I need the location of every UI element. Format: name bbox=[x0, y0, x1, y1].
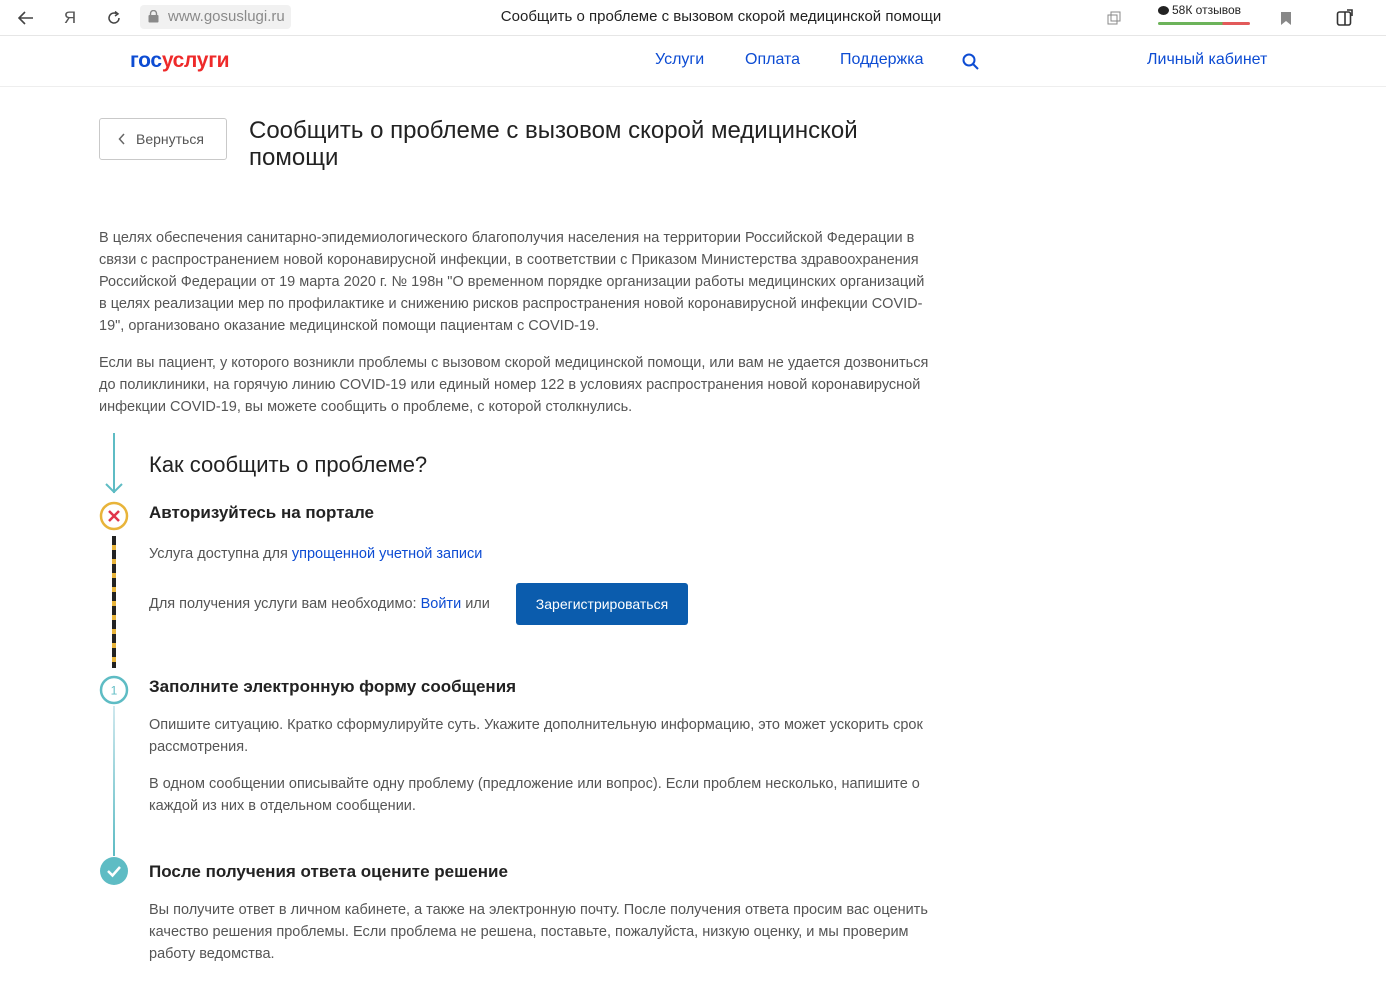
step-auth-title: Авторизуйтесь на портале bbox=[149, 503, 375, 522]
chevron-left-icon bbox=[118, 133, 126, 145]
section-title: Как сообщить о проблеме? bbox=[149, 452, 428, 477]
register-button[interactable]: Зарегистрироваться bbox=[516, 583, 688, 625]
step-connector-dashed bbox=[112, 536, 116, 668]
page-title: Сообщить о проблеме с вызовом скорой медицинской помощи bbox=[249, 117, 858, 171]
extensions-icon[interactable] bbox=[1331, 4, 1359, 32]
back-button[interactable] bbox=[99, 118, 227, 160]
search-icon[interactable] bbox=[962, 53, 980, 71]
intro-paragraph-1: В целях обеспечения санитарно-эпидемиологического благополучия населения на территории Российской Федерации в связи с распространением новой коронавирусной инфекции, в соответствии с Приказом Министерства здравоохранения Российской Федерации от 19 марта 2020 г. № 198н "О временном порядке организации работы медицинских организаций в целях реализации мер по профилактике и снижению рисков распространения новой коронавирусной инфекции COVID-19", организовано оказание медицинской помощи пациентам с COVID-19. bbox=[99, 230, 925, 334]
bookmark-icon[interactable] bbox=[1272, 4, 1300, 32]
step-form-text-1: Опишите ситуацию. Кратко сформулируйте суть. Укажите дополнительную информацию, это может ускорить срок рассмотрения. bbox=[149, 717, 923, 755]
account-link[interactable]: Личный кабинет bbox=[1147, 51, 1268, 68]
or-text: или bbox=[465, 596, 490, 612]
intro-paragraph-2: Если вы пациент, у которого возникли проблемы с вызовом скорой медицинской помощи, или вам не удается дозвониться до поликлиники, на горячую линию COVID-19 или единый номер 122 в условиях распространения новой коронавирусной инфекции COVID-19, вы можете сообщить о проблеме, с которой столкнулись. bbox=[99, 355, 929, 415]
site-header bbox=[0, 37, 1386, 87]
step-rate-text: Вы получите ответ в личном кабинете, а также на электронную почту. После получения ответа просим вас оценить качество решения проблемы. Если проблема не решена, поставьте, пожалуйста, низкую оценку, и мы проверим работу ведомства. bbox=[149, 902, 928, 962]
gosuslugi-logo[interactable]: госуслуги bbox=[130, 49, 230, 72]
step-number-icon bbox=[99, 675, 129, 705]
browser-toolbar bbox=[0, 0, 1386, 36]
yandex-icon[interactable]: Я bbox=[63, 8, 77, 27]
step-form-text-2: В одном сообщении описывайте одну проблему (предложение или вопрос). Если проблем несколько, напишите о каждой из них в отдельном сообщении. bbox=[149, 776, 920, 814]
step-auth-availability bbox=[149, 543, 939, 565]
rating-bar bbox=[1158, 22, 1250, 25]
login-link[interactable]: Войти bbox=[420, 596, 462, 612]
step-form-title: Заполните электронную форму сообщения bbox=[149, 677, 517, 696]
availability-prefix: Услуга доступна для bbox=[149, 546, 288, 562]
check-circle-icon bbox=[99, 856, 129, 886]
nav-support[interactable]: Поддержка bbox=[840, 51, 924, 68]
error-cross-icon bbox=[99, 501, 129, 531]
step-connector-teal bbox=[113, 706, 115, 856]
tabs-icon[interactable] bbox=[1100, 4, 1128, 32]
step-rate-title: После получения ответа оцените решение bbox=[149, 862, 508, 881]
tab-title: Сообщить о проблеме с вызовом скорой медицинской помощи bbox=[500, 8, 942, 25]
nav-services[interactable]: Услуги bbox=[655, 51, 705, 68]
chat-bubble-icon bbox=[1158, 6, 1169, 15]
svg-text:1: 1 bbox=[110, 683, 118, 698]
nav-payment[interactable]: Оплата bbox=[745, 51, 801, 68]
url-text: www.gosuslugi.ru bbox=[168, 8, 285, 25]
back-button-label: Вернуться bbox=[136, 131, 204, 147]
requirement-prefix: Для получения услуги вам необходимо: bbox=[149, 596, 417, 612]
arrow-down-icon bbox=[104, 478, 124, 496]
reviews-badge[interactable] bbox=[1158, 3, 1250, 25]
step-auth-requirement bbox=[149, 593, 509, 615]
reviews-count: 58К отзывов bbox=[1172, 3, 1241, 17]
simplified-account-link[interactable]: упрощенной учетной записи bbox=[291, 546, 483, 562]
